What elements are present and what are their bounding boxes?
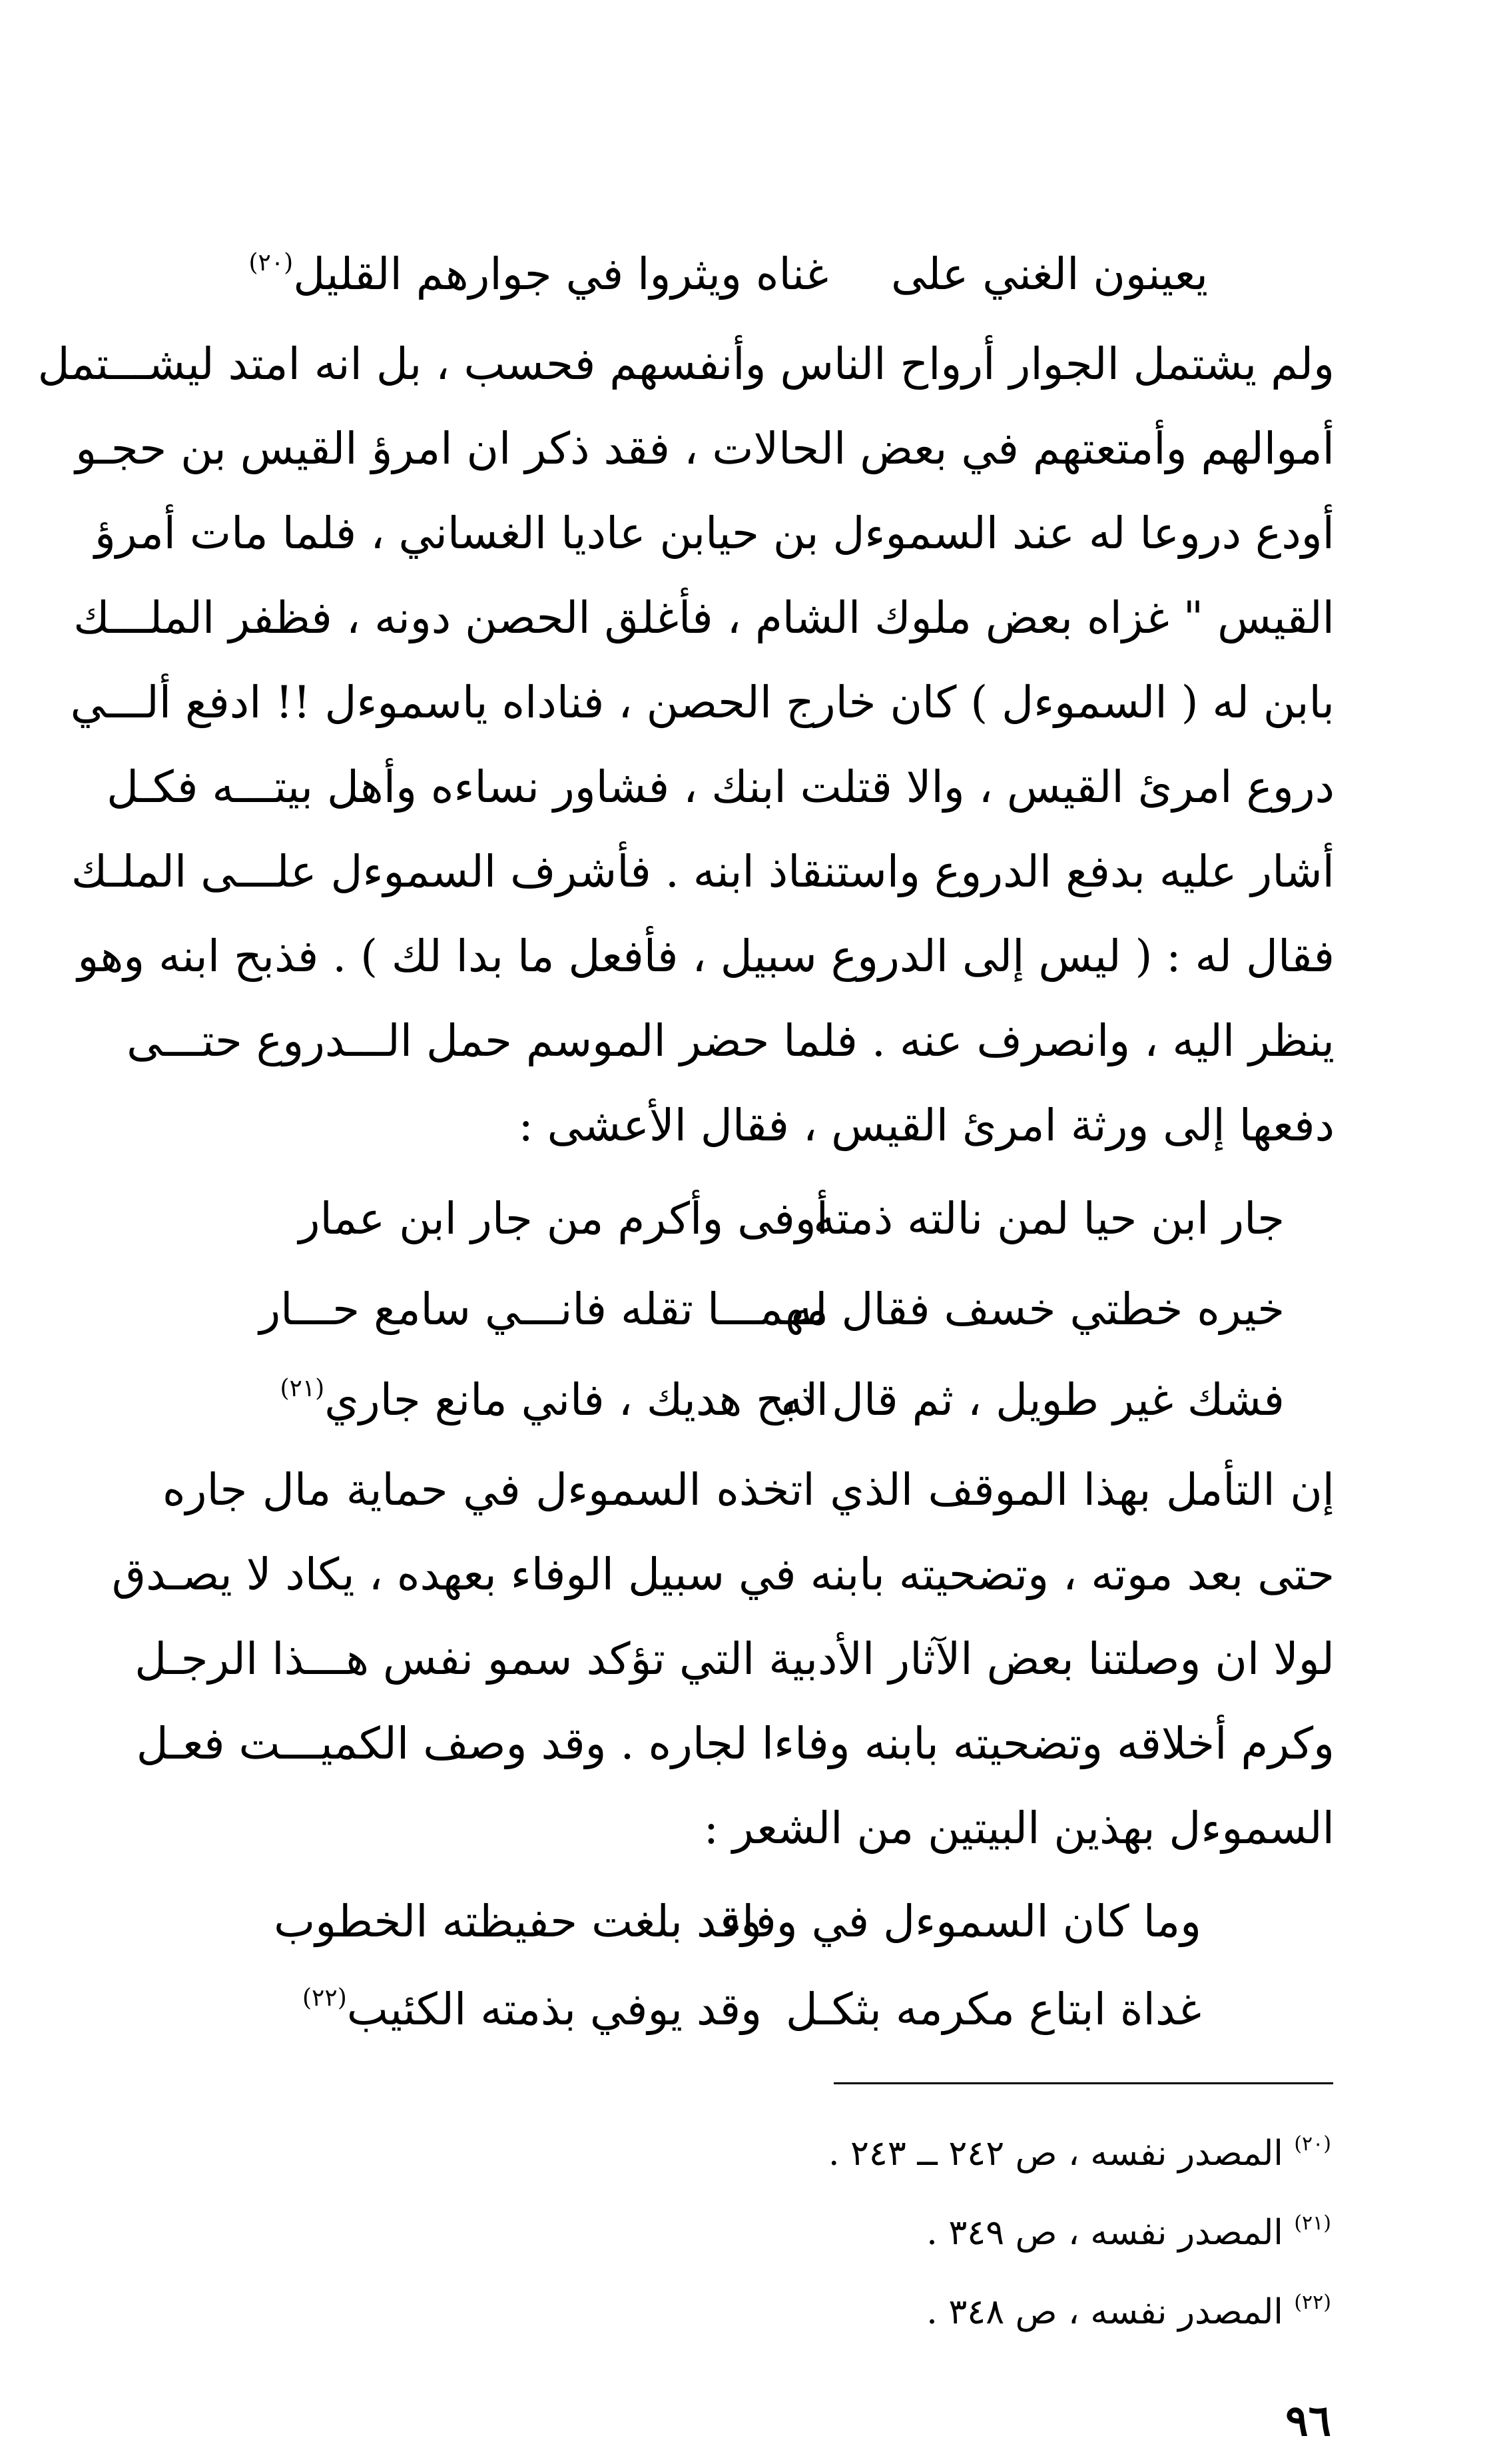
verse-top-left-hemistich: غناه ويثروا في جوارهم القليل$^{(٢٠)}$ xyxy=(248,248,828,300)
verse-right-hemistich: جار ابن حيا لمن نالته ذمته xyxy=(813,1193,1285,1244)
text-line: ينظر اليه ، وانصرف عنه . فلما حضر الموسم حمل الـــدروع حتـــى xyxy=(127,1015,1335,1066)
verse-right-hemistich: وما كان السموءل في وفاء xyxy=(721,1896,1201,1947)
footnote-ref: (٢١) xyxy=(280,1375,325,1402)
text-line: ولم يشتمل الجوار أرواح الناس وأنفسهم فحسب ، بل انه امتد ليشـــتمل xyxy=(37,338,1335,390)
footnote-text: المصدر نفسه ، ص ٣٤٩ . xyxy=(926,2213,1283,2253)
footnote-separator xyxy=(834,2082,1333,2084)
footnote xyxy=(926,2206,1331,2259)
footnote-text: المصدر نفسه ، ص ٢٤٢ ــ ٢٤٣ . xyxy=(828,2134,1283,2174)
verse-left-hemistich: أوفى وأكرم من جار ابن عمار xyxy=(298,1193,828,1244)
verse-right-hemistich: خيره خطتي خسف فقال له xyxy=(790,1284,1285,1335)
verse-top-right-hemistich: يعينون الغني على xyxy=(890,248,1208,300)
verse-left-hemistich: وقد يوفي بذمته الكئيب$^{(٢٢)}$ xyxy=(302,1984,762,2035)
verse-left-hemistich: اذبح هديك ، فاني مانع جاري$^{(٢١)}$ xyxy=(280,1374,828,1426)
text-line: القيس " غزاه بعض ملوك الشام ، فأغلق الحصن دونه ، فظفر الملـــك xyxy=(73,592,1335,643)
verse-right-hemistich: غداة ابتاع مكرمه بثكـل xyxy=(785,1984,1201,2035)
footnote-number: (٢٢) xyxy=(1294,2291,1331,2314)
footnote-text: المصدر نفسه ، ص ٣٤٨ . xyxy=(926,2292,1283,2332)
verse-left-hemistich: وقد بلغت حفيظته الخطوب xyxy=(274,1896,762,1947)
footnote-number: (٢٠) xyxy=(1294,2132,1331,2156)
page-number: ٩٦ xyxy=(1285,2396,1331,2446)
text-line: دروع امرئ القيس ، والا قتلت ابنك ، فشاور نساءه وأهل بيتـــه فكـل xyxy=(107,761,1335,813)
text-line: السموءل بهذين البيتين من الشعر : xyxy=(703,1803,1335,1854)
text-line: إن التأمل بهذا الموقف الذي اتخذه السموءل في حماية مال جاره xyxy=(162,1464,1335,1515)
text-line: فقال له : ( ليس إلى الدروع سبيل ، فأفعل ما بدا لك ) . فذبح ابنه وهو xyxy=(77,931,1335,982)
footnote xyxy=(828,2127,1331,2180)
text-line: دفعها إلى ورثة امرئ القيس ، فقال الأعشى : xyxy=(518,1100,1335,1151)
footnote-number: (٢١) xyxy=(1294,2212,1331,2235)
verse-right-hemistich: فشك غير طويل ، ثم قال له xyxy=(780,1374,1285,1426)
text-line: وكرم أخلاقه وتضحيته بابنه وفاءا لجاره . وقد وصف الكميـــت فعـل xyxy=(136,1718,1335,1769)
text-line: حتى بعد موته ، وتضحيته بابنه في سبيل الوفاء بعهده ، يكاد لا يصـدق xyxy=(111,1549,1335,1600)
footnote-ref: (٢٠) xyxy=(248,249,294,276)
text-line: أموالهم وأمتعتهم في بعض الحالات ، فقد ذكر ان امرؤ القيس بن حجـو xyxy=(75,423,1335,474)
verse-left-hemistich: مهمـــا تقله فانـــي سامع حـــار xyxy=(259,1284,828,1335)
footnote-ref: (٢٢) xyxy=(302,1984,347,2012)
text-line: أودع دروعا له عند السموءل بن حيابن عاديا الغساني ، فلما مات أمرؤ xyxy=(95,508,1335,559)
footnote xyxy=(926,2285,1331,2339)
text-line: بابن له ( السموءل ) كان خارج الحصن ، فناداه ياسموءل !! ادفع ألـــي xyxy=(70,677,1335,728)
text-line: أشار عليه بدفع الدروع واستنقاذ ابنه . فأشرف السموءل علـــى الملـك xyxy=(71,846,1335,897)
text-line: لولا ان وصلتنا بعض الآثار الأدبية التي تؤكد سمو نفس هـــذا الرجـل xyxy=(135,1633,1335,1685)
